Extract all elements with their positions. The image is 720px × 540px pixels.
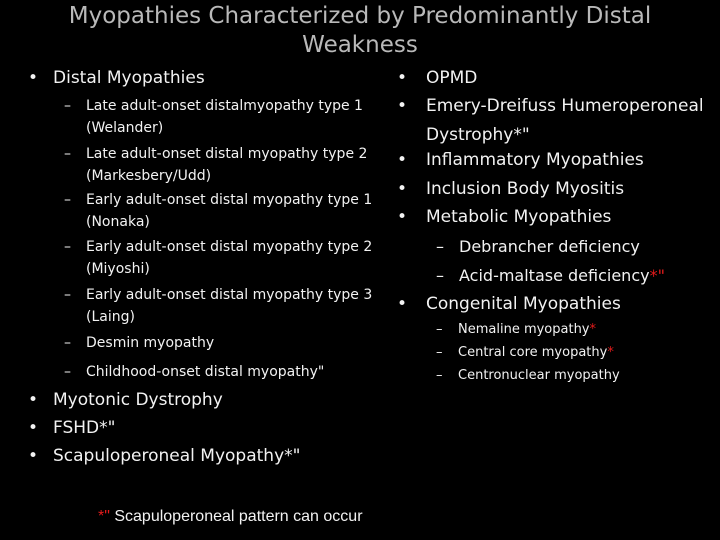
- dash: –: [436, 368, 443, 383]
- list-item: [64, 284, 384, 328]
- bullet-label: Metabolic Myopathies: [426, 207, 612, 227]
- bullet-dot: •: [28, 68, 39, 88]
- footnote: [98, 508, 363, 526]
- bullet-label: Congenital Myopathies: [426, 294, 621, 314]
- dash: –: [436, 266, 444, 285]
- footnote-mark: *": [649, 266, 665, 285]
- list-item-text: Early adult-onset distal myopathy type 3 (Laing): [86, 287, 373, 325]
- footnote-mark: *: [589, 322, 597, 337]
- list-item: [436, 341, 706, 364]
- list-item: [436, 364, 706, 387]
- bullet-fshd: [28, 414, 368, 443]
- dash: –: [64, 192, 71, 208]
- bullet-label: FSHD*": [53, 418, 116, 438]
- list-item: [64, 143, 384, 187]
- bullet-congenital-myopathies: [397, 290, 707, 319]
- bullet-inflammatory-myopathies: [397, 146, 707, 175]
- bullet-dot: •: [397, 207, 408, 227]
- dash: –: [64, 98, 71, 114]
- list-item-text: Early adult-onset distal myopathy type 2 (Miyoshi): [86, 239, 373, 277]
- bullet-label: Distal Myopathies: [53, 68, 205, 88]
- bullet-dot: •: [397, 294, 408, 314]
- list-item-text: Central core myopathy: [458, 345, 608, 360]
- slide-title: Myopathies Characterized by Predominantly Distal Weakness: [68, 3, 652, 58]
- bullet-label: Myotonic Dystrophy: [53, 390, 223, 410]
- footnote-mark: *: [607, 345, 614, 360]
- footnote-mark: *": [98, 508, 110, 525]
- dash: –: [64, 239, 71, 255]
- list-item-text: Desmin myopathy: [86, 335, 215, 351]
- list-item-text: Childhood-onset distal myopathy": [86, 364, 325, 380]
- list-item: [64, 361, 384, 383]
- bullet-label: Scapuloperoneal Myopathy*": [53, 446, 301, 466]
- bullet-dot: •: [397, 68, 408, 88]
- list-item: [436, 261, 706, 290]
- bullet-dot: •: [397, 150, 408, 170]
- bullet-label: Emery-Dreifuss Humeroperoneal Dystrophy*": [426, 96, 704, 145]
- dash: –: [436, 345, 443, 360]
- bullet-scapuloperoneal-myopathy: [28, 442, 368, 471]
- bullet-myotonic-dystrophy: [28, 386, 368, 415]
- dash: –: [64, 287, 71, 303]
- list-item-text: Centronuclear myopathy: [458, 368, 620, 383]
- footnote-text: Scapuloperoneal pattern can occur: [109, 508, 363, 525]
- list-item: [64, 95, 384, 139]
- bullet-opmd: [397, 64, 707, 93]
- list-item: [436, 318, 706, 341]
- list-item: [436, 232, 706, 261]
- list-item: [64, 236, 384, 280]
- bullet-label: Inclusion Body Myositis: [426, 179, 625, 199]
- bullet-distal-myopathies: [28, 64, 368, 93]
- list-item-text: Nemaline myopathy: [458, 322, 590, 337]
- bullet-emery-dreifuss: [397, 92, 707, 150]
- bullet-inclusion-body-myositis: [397, 175, 707, 204]
- dash: –: [64, 335, 71, 351]
- list-item-text: Early adult-onset distal myopathy type 1 (Nonaka): [86, 192, 373, 230]
- list-item-text: Late adult-onset distal myopathy type 2 (Markesbery/Udd): [86, 146, 368, 184]
- bullet-metabolic-myopathies: [397, 203, 707, 232]
- bullet-dot: •: [397, 179, 408, 199]
- bullet-dot: •: [28, 418, 39, 438]
- list-item-text: Debrancher deficiency: [459, 237, 640, 256]
- bullet-label: Inflammatory Myopathies: [426, 150, 644, 170]
- dash: –: [64, 364, 71, 380]
- list-item-text: Late adult-onset distalmyopathy type 1 (Welander): [86, 98, 363, 136]
- bullet-dot: •: [397, 96, 408, 116]
- dash: –: [64, 146, 71, 162]
- bullet-dot: •: [28, 390, 39, 410]
- bullet-label: OPMD: [426, 68, 478, 88]
- list-item-text: Acid-maltase deficiency: [459, 266, 650, 285]
- list-item: [64, 189, 384, 233]
- dash: –: [436, 322, 443, 337]
- bullet-dot: •: [28, 446, 39, 466]
- dash: –: [436, 237, 444, 256]
- list-item: [64, 332, 384, 354]
